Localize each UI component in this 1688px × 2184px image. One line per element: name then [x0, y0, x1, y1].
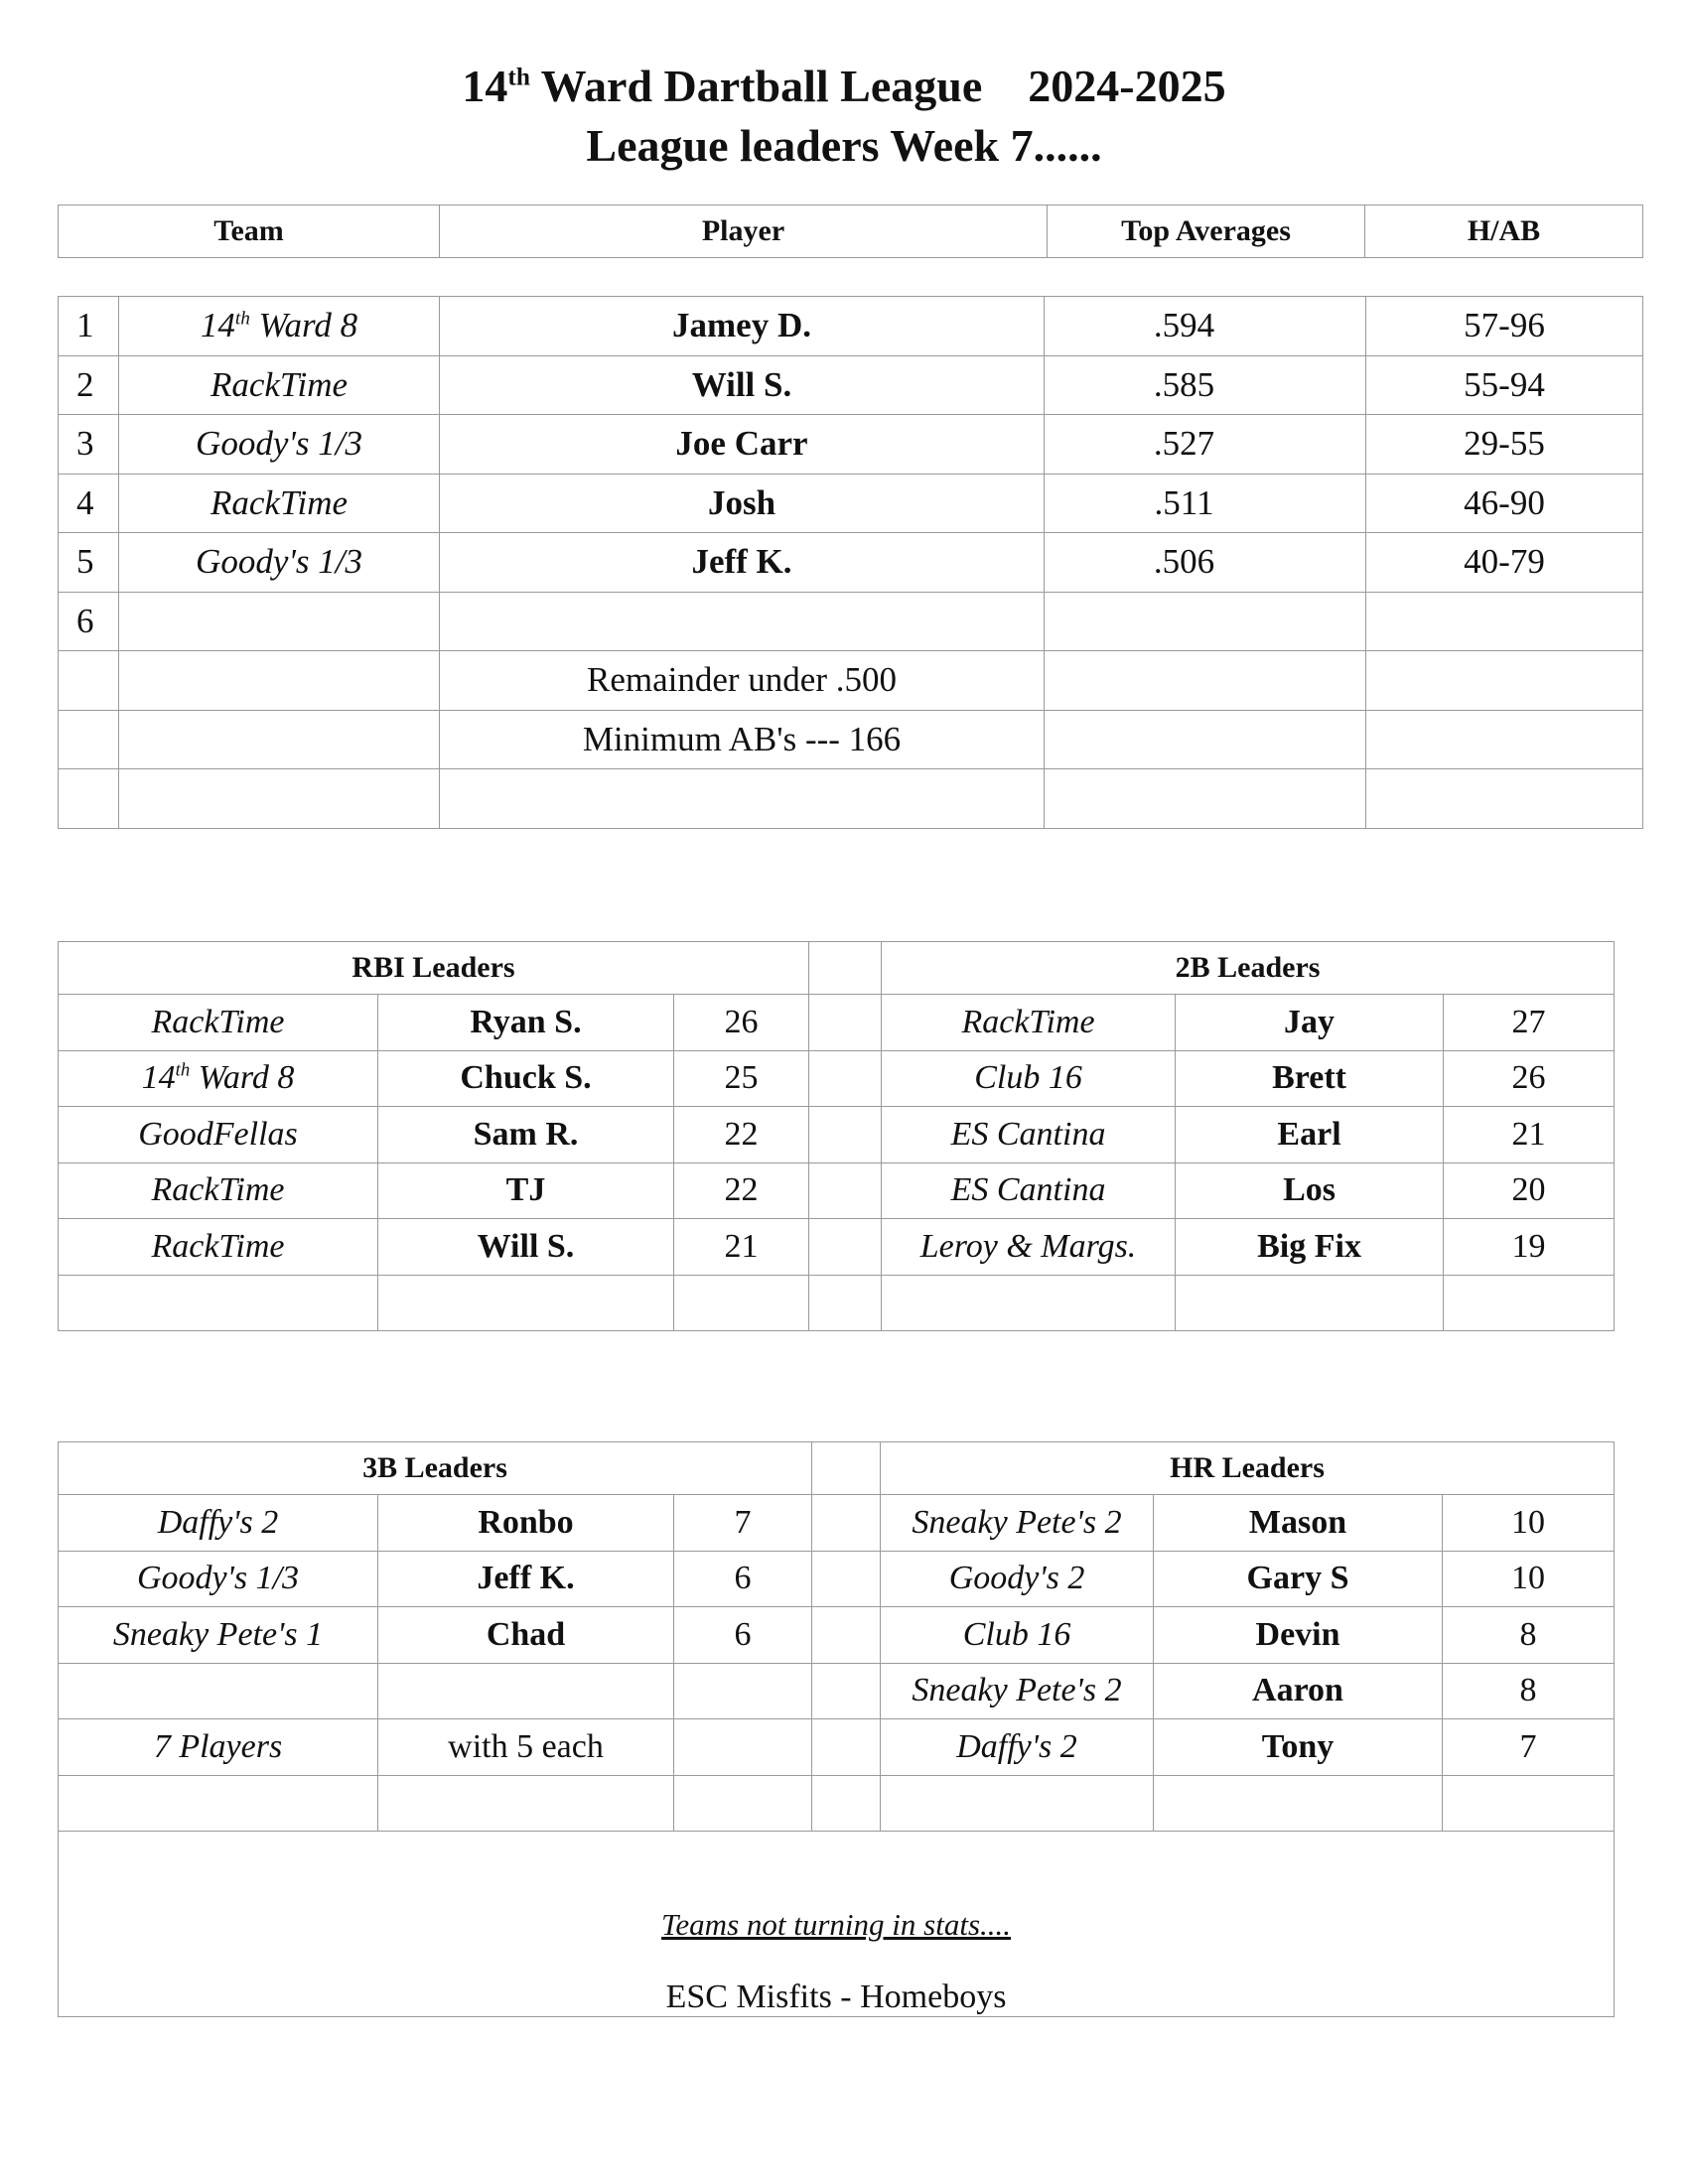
table-row: [59, 533, 1643, 593]
hab-cell: 29-55: [1366, 415, 1643, 475]
3b-player: Jeff K.: [378, 1551, 674, 1607]
hr-player: Tony: [1154, 1719, 1443, 1776]
header-team: Team: [59, 205, 440, 258]
hr-value: 8: [1443, 1663, 1615, 1719]
hab-cell: 46-90: [1366, 474, 1643, 533]
rbi-leaders-title: RBI Leaders: [59, 942, 809, 995]
rbi-value: 26: [674, 995, 809, 1051]
table-row: [59, 769, 1643, 829]
team-cell: 14th Ward 8: [119, 297, 440, 356]
2b-team: RackTime: [882, 995, 1176, 1051]
3b-player: with 5 each: [378, 1719, 674, 1776]
2b-value: 21: [1444, 1107, 1615, 1163]
player-cell: Jamey D.: [440, 297, 1045, 356]
hr-player: Aaron: [1154, 1663, 1443, 1719]
2b-team: ES Cantina: [882, 1162, 1176, 1219]
average-cell: .511: [1045, 474, 1366, 533]
hr-team: Sneaky Pete's 2: [881, 1663, 1154, 1719]
header-top-averages: Top Averages: [1048, 205, 1365, 258]
3b-team: Sneaky Pete's 1: [59, 1607, 378, 1664]
table-row: [59, 1107, 1615, 1163]
average-cell: .506: [1045, 533, 1366, 593]
remainder-note: Remainder under .500: [440, 651, 1045, 711]
3b-hr-leaders-table: [58, 1441, 1615, 2017]
2b-team: ES Cantina: [882, 1107, 1176, 1163]
hr-team: Goody's 2: [881, 1551, 1154, 1607]
2b-team: Leroy & Margs.: [882, 1219, 1176, 1276]
3b-player: Chad: [378, 1607, 674, 1664]
hr-team: Club 16: [881, 1607, 1154, 1664]
rbi-value: 25: [674, 1050, 809, 1107]
table-row: [59, 1607, 1615, 1664]
hr-value: 7: [1443, 1719, 1615, 1776]
2b-player: Brett: [1176, 1050, 1444, 1107]
missing-stats-heading: Teams not turning in stats....: [661, 1907, 1012, 1942]
hr-leaders-title: HR Leaders: [881, 1442, 1615, 1495]
table-row: [59, 710, 1643, 769]
player-cell: Josh: [440, 474, 1045, 533]
3b-value: 7: [674, 1495, 812, 1552]
table-row: [59, 651, 1643, 711]
hab-cell: 40-79: [1366, 533, 1643, 593]
page-title: 14th Ward Dartball League 2024-2025: [462, 61, 1226, 111]
2b-player: Earl: [1176, 1107, 1444, 1163]
hr-value: 10: [1443, 1551, 1615, 1607]
rbi-value: 21: [674, 1219, 809, 1276]
3b-value: [674, 1719, 812, 1776]
table-row: [59, 1551, 1615, 1607]
2b-leaders-title: 2B Leaders: [882, 942, 1615, 995]
3b-player: Ronbo: [378, 1495, 674, 1552]
player-cell: [440, 592, 1045, 651]
header-player: Player: [440, 205, 1048, 258]
table-row: [59, 592, 1643, 651]
averages-header-table: [58, 205, 1643, 258]
hr-player: Gary S: [1154, 1551, 1443, 1607]
2b-value: 19: [1444, 1219, 1615, 1276]
hr-team: Daffy's 2: [881, 1719, 1154, 1776]
rank-cell: 6: [59, 592, 119, 651]
table-row: [59, 355, 1643, 415]
table-row: [59, 1663, 1615, 1719]
3b-player: [378, 1663, 674, 1719]
hab-cell: [1366, 592, 1643, 651]
rbi-player: Ryan S.: [378, 995, 674, 1051]
page-subtitle: League leaders Week 7......: [586, 120, 1102, 171]
team-cell: RackTime: [119, 355, 440, 415]
rbi-value: 22: [674, 1107, 809, 1163]
team-cell: RackTime: [119, 474, 440, 533]
3b-value: 6: [674, 1607, 812, 1664]
player-cell: Joe Carr: [440, 415, 1045, 475]
hr-value: 10: [1443, 1495, 1615, 1552]
3b-team: Daffy's 2: [59, 1495, 378, 1552]
rank-cell: 2: [59, 355, 119, 415]
2b-value: 20: [1444, 1162, 1615, 1219]
rank-cell: 4: [59, 474, 119, 533]
rbi-team: RackTime: [59, 1162, 378, 1219]
averages-table: [58, 296, 1643, 829]
team-cell: Goody's 1/3: [119, 415, 440, 475]
table-row: [59, 995, 1615, 1051]
header-hab: H/AB: [1365, 205, 1643, 258]
hab-cell: 57-96: [1366, 297, 1643, 356]
table-row: [59, 1219, 1615, 1276]
hr-team: Sneaky Pete's 2: [881, 1495, 1154, 1552]
3b-team: 7 Players: [59, 1719, 378, 1776]
average-cell: [1045, 592, 1366, 651]
hab-cell: 55-94: [1366, 355, 1643, 415]
team-cell: [119, 592, 440, 651]
table-row: [59, 297, 1643, 356]
average-cell: .594: [1045, 297, 1366, 356]
rbi-team: GoodFellas: [59, 1107, 378, 1163]
hr-player: Mason: [1154, 1495, 1443, 1552]
rbi-player: Sam R.: [378, 1107, 674, 1163]
rank-cell: 1: [59, 297, 119, 356]
2b-team: Club 16: [882, 1050, 1176, 1107]
rbi-team: RackTime: [59, 995, 378, 1051]
average-cell: .527: [1045, 415, 1366, 475]
minimum-ab-note: Minimum AB's --- 166: [440, 710, 1045, 769]
missing-stats-footer: [59, 1832, 1615, 2017]
hr-value: 8: [1443, 1607, 1615, 1664]
table-row: [59, 1775, 1615, 1832]
table-row: [59, 1050, 1615, 1107]
rbi-2b-leaders-table: [58, 941, 1615, 1331]
2b-player: Jay: [1176, 995, 1444, 1051]
rbi-player: Will S.: [378, 1219, 674, 1276]
hr-player: Devin: [1154, 1607, 1443, 1664]
rbi-player: Chuck S.: [378, 1050, 674, 1107]
missing-stats-teams: ESC Misfits - Homeboys: [665, 1979, 1007, 2015]
3b-team: [59, 1663, 378, 1719]
player-cell: Jeff K.: [440, 533, 1045, 593]
average-cell: .585: [1045, 355, 1366, 415]
2b-value: 27: [1444, 995, 1615, 1051]
table-row: [59, 1275, 1615, 1331]
3b-team: Goody's 1/3: [59, 1551, 378, 1607]
rank-cell: 3: [59, 415, 119, 475]
table-row: [59, 1495, 1615, 1552]
season-label: 2024-2025: [1028, 61, 1226, 111]
2b-player: Big Fix: [1176, 1219, 1444, 1276]
rbi-team: 14th Ward 8: [59, 1050, 378, 1107]
rank-cell: 5: [59, 533, 119, 593]
3b-value: 6: [674, 1551, 812, 1607]
team-cell: Goody's 1/3: [119, 533, 440, 593]
2b-value: 26: [1444, 1050, 1615, 1107]
3b-value: [674, 1663, 812, 1719]
player-cell: Will S.: [440, 355, 1045, 415]
table-row: [59, 415, 1643, 475]
rbi-value: 22: [674, 1162, 809, 1219]
table-row: [59, 1162, 1615, 1219]
rbi-player: TJ: [378, 1162, 674, 1219]
rbi-team: RackTime: [59, 1219, 378, 1276]
3b-leaders-title: 3B Leaders: [59, 1442, 812, 1495]
table-row: [59, 1719, 1615, 1776]
table-row: [59, 474, 1643, 533]
2b-player: Los: [1176, 1162, 1444, 1219]
